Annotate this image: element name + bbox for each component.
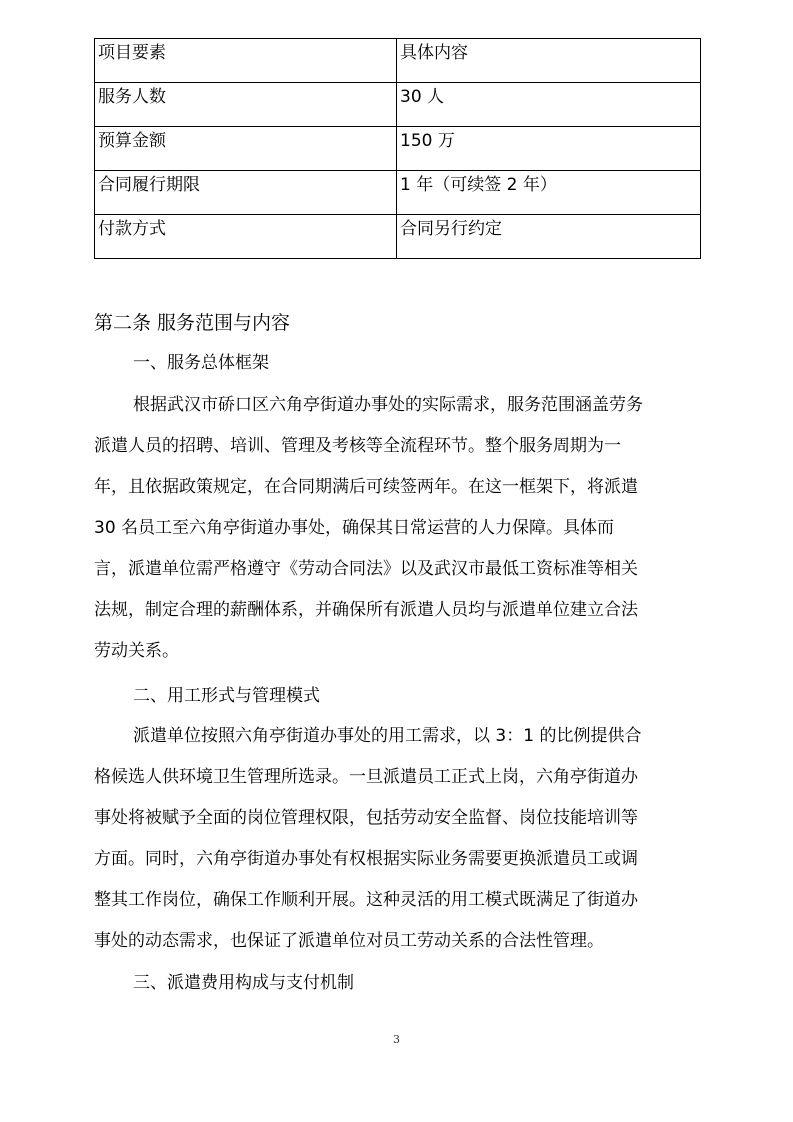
table-cell-content: 150 万 [397,127,701,171]
table-cell-element: 服务人数 [95,83,397,127]
project-info-table [94,38,701,259]
paragraph-line: 事处的动态需求，也保证了派遣单位对员工劳动关系的合法性管理。 [94,931,604,951]
table-cell-content: 合同另行约定 [397,215,701,259]
paragraph-line: 派遣人员的招聘、培训、管理及考核等全流程环节。整个服务周期为一 [94,436,621,456]
table-row [95,127,701,171]
subsection-1-title: 一、服务总体框架 [133,353,269,373]
subsection-3-title: 三、派遣费用构成与支付机制 [133,973,354,993]
paragraph-line: 整其工作岗位，确保工作顺利开展。这种灵活的用工模式既满足了街道办 [94,890,638,910]
table-cell-element: 付款方式 [95,215,397,259]
paragraph-line: 言，派遣单位需严格遵守《劳动合同法》以及武汉市最低工资标准等相关 [94,559,638,579]
table-row [95,39,701,83]
paragraph-line: 根据武汉市硚口区六角亭街道办事处的实际需求，服务范围涵盖劳务 [133,395,643,415]
table-cell-content: 1 年（可续签 2 年） [397,171,701,215]
subsection-2-paragraph [94,716,700,962]
paragraph-line: 法规，制定合理的薪酬体系，并确保所有派遣人员均与派遣单位建立合法 [94,600,638,620]
paragraph-line: 事处将被赋予全面的岗位管理权限，包括劳动安全监督、岗位技能培训等 [94,808,638,828]
paragraph-line: 派遣单位按照六角亭街道办事处的用工需求，以 3：1 的比例提供合 [133,726,642,746]
page-number: 3 [393,1033,400,1046]
paragraph-line: 30 名员工至六角亭街道办事处，确保其日常运营的人力保障。具体而 [94,518,615,538]
paragraph-line: 格候选人供环境卫生管理所选录。一旦派遣员工正式上岗，六角亭街道办 [94,767,638,787]
table-cell-element: 合同履行期限 [95,171,397,215]
table-cell-element: 预算金额 [95,127,397,171]
table-row [95,83,701,127]
table-row [95,215,701,259]
table-cell-content-header: 具体内容 [397,39,701,83]
paragraph-line: 劳动关系。 [94,641,179,661]
paragraph-line: 年，且依据政策规定，在合同期满后可续签两年。在这一框架下，将派遣 [94,477,638,497]
subsection-1-paragraph [94,385,700,672]
subsection-2-title: 二、用工形式与管理模式 [133,686,320,706]
table-row [95,171,701,215]
table-cell-element-header: 项目要素 [95,39,397,83]
section-title: 第二条 服务范围与内容 [94,312,291,334]
table-cell-content: 30 人 [397,83,701,127]
paragraph-line: 方面。同时，六角亭街道办事处有权根据实际业务需要更换派遣员工或调 [94,849,638,869]
